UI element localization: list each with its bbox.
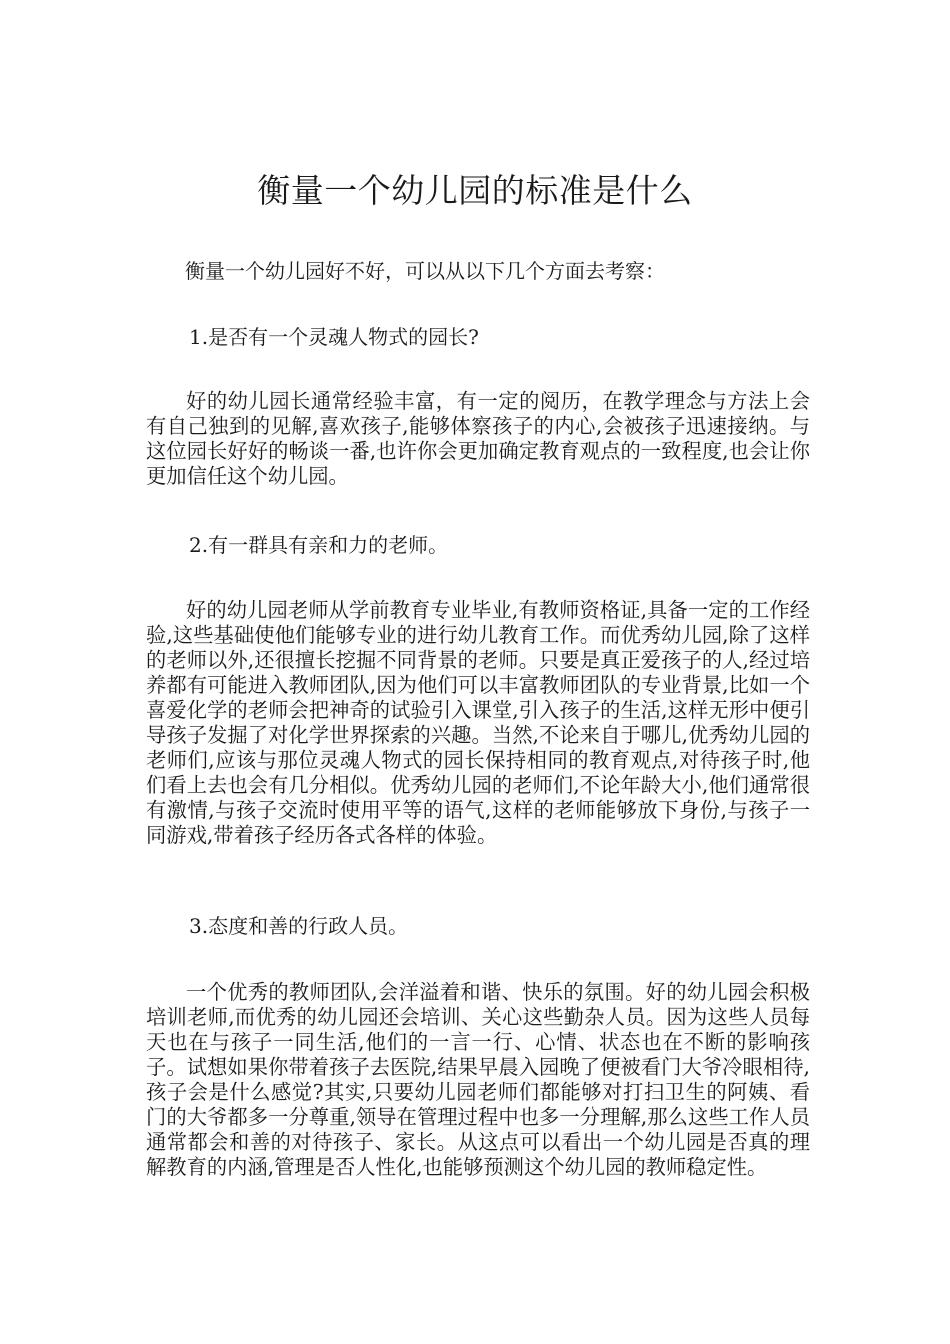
document-title: 衡量一个幼儿园的标准是什么	[257, 171, 693, 210]
section-heading-2: 2.有一群具有亲和力的老师。	[189, 533, 449, 557]
section-heading-3: 3.态度和善的行政人员。	[189, 914, 409, 938]
section-body-2: 好的幼儿园老师从学前教育专业毕业,有教师资格证,具备一定的工作经验,这些基础使他们能够专业的进行幼儿教育工作。而优秀幼儿园,除了这样的老师以外,还很擅长挖掘不同背景的老师。只要是真正爱孩子的人,经过培养都有可能进入教师团队,因为他们可以丰富教师团队的专业背景,比如一个喜爱化学的老师会把神奇的试验引入课堂,引入孩子的生活,这样无形中便引导孩子发掘了对化学世界探索的兴趣。当然,不论来自于哪儿,优秀幼儿园的老师们,应该与那位灵魂人物式的园长保持相同的教育观点,对待孩子时,他们看上去也会有几分相似。优秀幼儿园的老师们,不论年龄大小,他们通常很有激情,与孩子交流时使用平等的语气,这样的老师能够放下身份,与孩子一同游戏,带着孩子经历各式各样的体验。	[146, 598, 810, 847]
section-body-3: 一个优秀的教师团队,会洋溢着和谐、快乐的氛围。好的幼儿园会积极培训老师,而优秀的幼儿园还会培训、关心这些勤杂人员。因为这些人员每天也在与孩子一同生活,他们的一言一行、心情、状态也在不断的影响孩子。试想如果你带着孩子去医院,结果早晨入园晚了便被看门大爷冷眼相待,孩子会是什么感觉?其实,只要幼儿园老师们都能够对打扫卫生的阿姨、看门的大爷都多一分尊重,领导在管理过程中也多一分理解,那么这些工作人员通常都会和善的对待孩子、家长。从这点可以看出一个幼儿园是否真的理解教育的内涵,管理是否人性化,也能够预测这个幼儿园的教师稳定性。	[146, 980, 810, 1179]
section-heading-1: 1.是否有一个灵魂人物式的园长?	[189, 325, 479, 349]
section-body-1: 好的幼儿园长通常经验丰富，有一定的阅历，在教学理念与方法上会有自己独到的见解,喜欢孩子,能够体察孩子的内心,会被孩子迅速接纳。与这位园长好好的畅谈一番,也许你会更加确定教育观点的一致程度,也会让你更加信任这个幼儿园。	[146, 389, 810, 488]
intro-paragraph: 衡量一个幼儿园好不好，可以从以下几个方面去考察：	[185, 259, 665, 283]
